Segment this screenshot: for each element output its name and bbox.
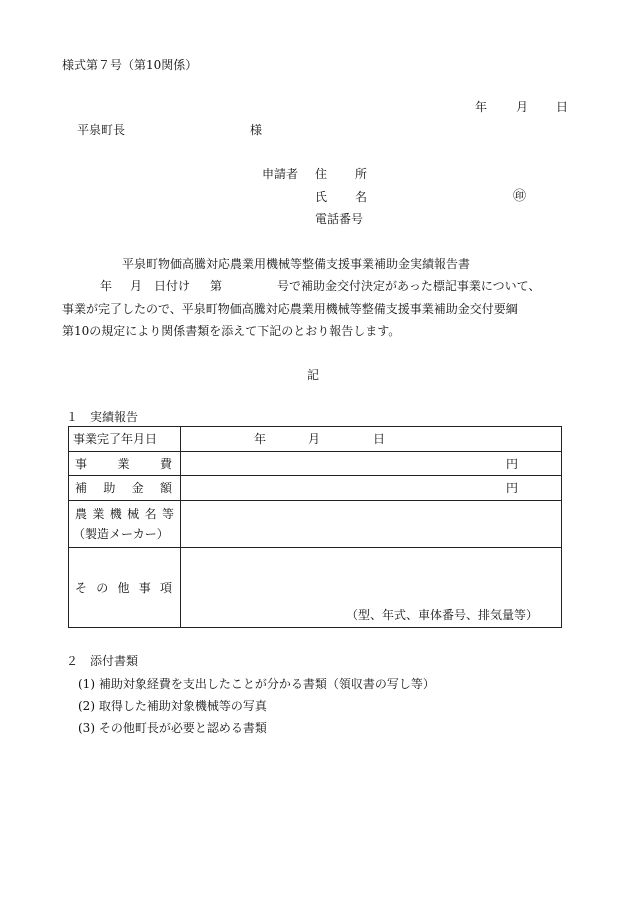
body-month: 月 bbox=[130, 279, 143, 293]
label-char: の bbox=[96, 580, 109, 595]
attachment-item-1: (1) 補助対象経費を支出したことが分かる書類（領収書の写し等） bbox=[78, 677, 435, 691]
seal-mark: ㊞ bbox=[513, 189, 527, 204]
address-label-char-1: 住 bbox=[315, 167, 328, 181]
other-items-value[interactable] bbox=[181, 548, 562, 628]
body-line1-suffix: 号で補助金交付決定があった標記事業について、 bbox=[277, 279, 541, 293]
machine-name-label bbox=[69, 501, 181, 548]
addressee-honorific: 様 bbox=[250, 123, 263, 137]
date-day-label: 日 bbox=[556, 100, 569, 114]
addressee-name: 平泉町長 bbox=[77, 123, 126, 137]
table-row bbox=[69, 501, 562, 548]
completion-year: 年 bbox=[254, 432, 267, 446]
completion-month: 月 bbox=[308, 432, 321, 446]
address-label-char-2: 所 bbox=[355, 167, 368, 181]
machine-name-value[interactable] bbox=[181, 501, 562, 548]
label-char: 機 bbox=[109, 507, 122, 521]
date-month-label: 月 bbox=[516, 100, 529, 114]
subsidy-amount-label bbox=[69, 476, 181, 501]
name-label-char-2: 名 bbox=[355, 190, 368, 204]
body-no: 第 bbox=[210, 279, 223, 293]
body-line-2: 事業が完了したので、平泉町物価高騰対応農業用機械等整備支援事業補助金交付要綱 bbox=[62, 302, 518, 316]
section2-heading: ２ 添付書類 bbox=[66, 654, 139, 668]
table-row bbox=[69, 452, 562, 476]
project-cost-value[interactable] bbox=[181, 452, 562, 476]
label-char: 額 bbox=[159, 481, 172, 495]
name-label-char-1: 氏 bbox=[315, 190, 328, 204]
label-char: 業 bbox=[92, 507, 105, 521]
body-line-3: 第10の規定により関係書類を添えて下記のとおり報告します。 bbox=[62, 324, 401, 338]
body-day: 日付け bbox=[154, 279, 191, 293]
completion-date-label: 事業完了年月日 bbox=[69, 427, 181, 452]
ki-marker: 記 bbox=[307, 368, 320, 382]
subsidy-amount-value[interactable] bbox=[181, 476, 562, 501]
label-char: 業 bbox=[117, 456, 130, 471]
label-char: 項 bbox=[159, 580, 172, 595]
table-row bbox=[69, 548, 562, 628]
date-year-label: 年 bbox=[475, 100, 488, 114]
label-char: 助 bbox=[103, 481, 116, 495]
yen-unit: 円 bbox=[506, 457, 519, 471]
project-cost-label bbox=[69, 452, 181, 476]
label-char: 等 bbox=[161, 507, 174, 521]
section1-heading: １ 実績報告 bbox=[66, 410, 139, 424]
label-char: 事 bbox=[138, 580, 151, 595]
label-char: そ bbox=[75, 580, 88, 595]
label-char: 械 bbox=[127, 507, 140, 521]
phone-label: 電話番号 bbox=[315, 212, 364, 226]
completion-day: 日 bbox=[373, 432, 386, 446]
label-char: 他 bbox=[117, 580, 130, 595]
attachment-item-3: (3) その他町長が必要と認める書類 bbox=[78, 721, 267, 735]
table-row bbox=[69, 476, 562, 501]
other-items-note: （型、年式、車体番号、排気量等） bbox=[346, 608, 539, 622]
label-char: 金 bbox=[131, 481, 144, 495]
label-char: 事 bbox=[75, 456, 88, 471]
attachment-item-2: (2) 取得した補助対象機械等の写真 bbox=[78, 699, 267, 713]
report-table bbox=[68, 426, 562, 628]
yen-unit: 円 bbox=[506, 481, 519, 495]
label-char: 補 bbox=[75, 481, 88, 495]
table-row bbox=[69, 427, 562, 452]
form-number: 様式第７号（第10関係） bbox=[62, 58, 198, 72]
document-title: 平泉町物価高騰対応農業用機械等整備支援事業補助金実績報告書 bbox=[122, 257, 471, 271]
label-char: 費 bbox=[159, 456, 172, 471]
applicant-role: 申請者 bbox=[262, 167, 299, 181]
label-char: 農 bbox=[75, 507, 88, 521]
other-items-label bbox=[69, 548, 181, 628]
completion-date-value[interactable] bbox=[181, 427, 562, 452]
label-char: 名 bbox=[144, 507, 157, 521]
manufacturer-label: （製造メーカー） bbox=[73, 527, 169, 541]
body-year: 年 bbox=[100, 279, 113, 293]
